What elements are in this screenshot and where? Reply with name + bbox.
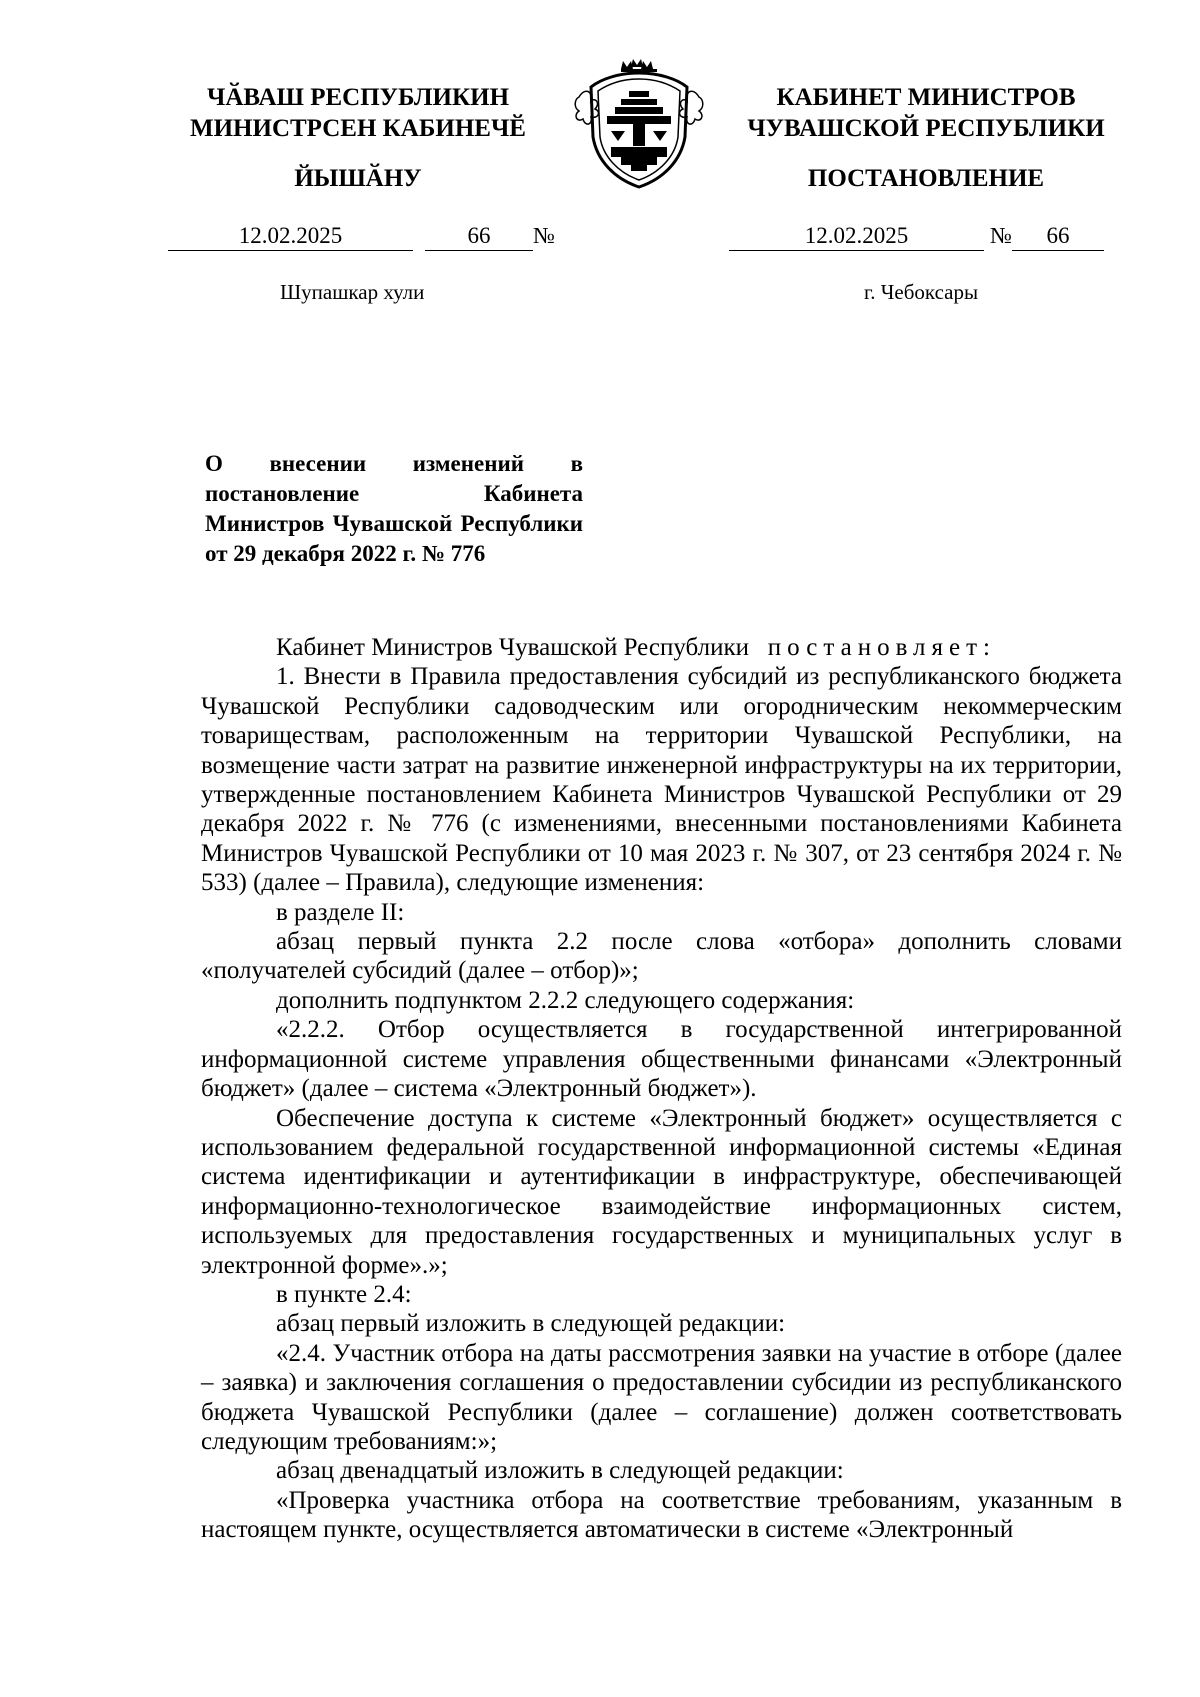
intro-verb: постановляет:	[767, 634, 997, 661]
right-registration-row	[729, 222, 1104, 251]
header-left-chuvash	[178, 82, 538, 144]
body-paragraph: в разделе II:	[276, 898, 405, 926]
body-paragraph: дополнить подпунктом 2.2.2 следующего содержания:	[276, 986, 855, 1014]
doc-type-right: ПОСТАНОВЛЕНИЕ	[807, 165, 1045, 192]
body-paragraph: 1. Внести в Правила предоставления субсидий из республиканского бюджета Чувашской Республики садоводческим или огородническим некоммерческим товариществам, расположенным на территории Чувашской Республики, на возмещение части затрат на развитие инженерной инфраструктуры на их территории, утвержденные постановлением Кабинета Министров Чувашской Республики от 29 декабря 2022 г. № 776 (с изменениями, внесенными постановлениями Кабинета Министров Чувашской Республики от 10 мая 2023 г. № 307, от 23 сентября 2024 г. № 533) (далее – Правила), следующие изменения:	[201, 663, 1122, 897]
left-registration-row	[168, 222, 555, 251]
right-number: 66	[1012, 222, 1104, 251]
chuvash-emblem-icon	[571, 57, 707, 193]
document-title: О внесении изменений в постановление Кабинета Министров Чувашской Республики от 29 декабря 2022 г. № 776	[205, 451, 583, 566]
body-paragraph: «Проверка участника отбора на соответствие требованиям, указанным в настоящем пункте, осуществляется автоматически в системе «Электронный	[201, 1486, 1122, 1544]
left-number: 66	[425, 222, 533, 251]
body-paragraph: «2.4. Участник отбора на даты рассмотрения заявки на участие в отборе (далее – заявка) и заключения соглашения о предоставлении субсидии из республиканского бюджета Чувашской Республики (далее – соглашение) должен соответствовать следующим требованиям:»;	[201, 1339, 1122, 1455]
intro-lead: Кабинет Министров Чувашской Республики	[276, 634, 750, 661]
body-paragraph: абзац первый пункта 2.2 после слова «отбора» дополнить словами «получателей субсидий (далее – отбор)»;	[201, 928, 1122, 985]
left-date: 12.02.2025	[168, 222, 413, 251]
header-left-line2: МИНИСТРСЕН КАБИНЕЧӖ	[190, 115, 526, 142]
body-paragraph: в пункте 2.4:	[276, 1280, 412, 1308]
body-paragraph: абзац двенадцатый изложить в следующей редакции:	[276, 1457, 844, 1485]
header-right-line1: КАБИНЕТ МИНИСТРОВ	[776, 84, 1076, 111]
left-number-sign: №	[533, 223, 555, 248]
header-right-russian	[736, 82, 1116, 144]
body-paragraph: абзац первый изложить в следующей редакции:	[276, 1310, 786, 1338]
right-number-sign: №	[990, 223, 1012, 248]
body-paragraph: Обеспечение доступа к системе «Электронный бюджет» осуществляется с использованием федеральной государственной информационной системы «Единая система идентификации и аутентификации в инфраструктуре, обеспечивающей информационно-технологическое взаимодействие информационных систем, используемых для предоставления государственных и муниципальных услуг в электронной форме».»;	[201, 1104, 1122, 1279]
header-right-line2: ЧУВАШСКОЙ РЕСПУБЛИКИ	[747, 115, 1105, 142]
document-body	[201, 633, 1122, 1545]
intro-paragraph	[201, 633, 1122, 662]
body-paragraph: «2.2.2. Отбор осуществляется в государственной интегрированной информационной системе управления общественными финансами «Электронный бюджет» (далее – система «Электронный бюджет»).	[201, 1016, 1122, 1103]
right-city: г. Чебоксары	[864, 280, 979, 304]
header-left-line1: ЧӐВАШ РЕСПУБЛИКИН	[206, 84, 510, 111]
left-city: Шупашкар хули	[280, 280, 425, 304]
doc-type-left: ЙЫШӐНУ	[294, 165, 422, 192]
right-date: 12.02.2025	[729, 222, 984, 251]
